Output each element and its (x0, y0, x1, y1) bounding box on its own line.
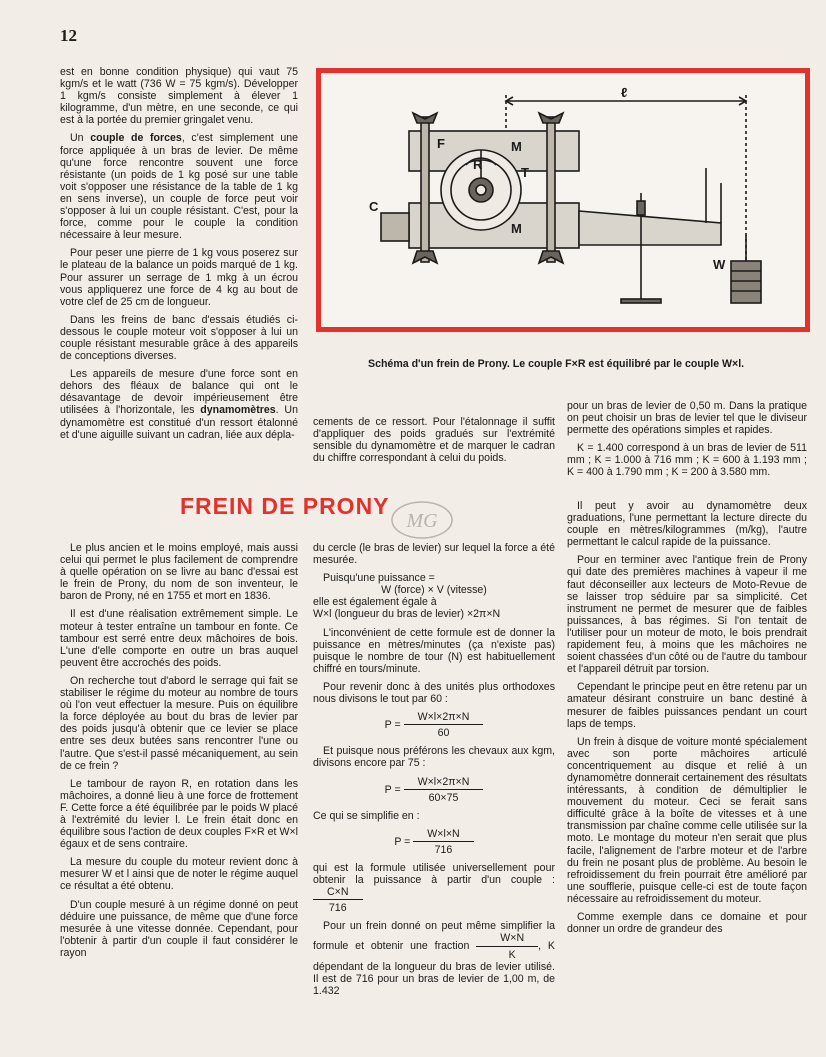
numerator: W×N (476, 932, 538, 946)
column-bottom-right (567, 500, 807, 941)
paragraph: K = 1.400 correspond à un bras de levier de 511 mm ; K = 1.000 à 716 mm ; K = 600 à 1.193 mm ; K = 400 à 1.790 mm ; K = 200 à 3.580 mm. (567, 442, 807, 479)
text-line: Puisqu'une puissance = (323, 572, 435, 585)
fraction (476, 932, 538, 960)
fraction (313, 886, 363, 914)
paragraph: du cercle (le bras de levier) sur lequel la force a été mesurée. (313, 542, 555, 567)
paragraph: pour un bras de levier de 0,50 m. Dans la pratique on peut choisir un bras de levier tel que le diviseur permette des opérations simples et rapides. (567, 400, 807, 437)
paragraph: Cependant le principe peut en être retenu par un amateur désirant construire un banc destiné à mesurer de faibles puissances pendant un court laps de temps. (567, 681, 807, 730)
paragraph: Pour en terminer avec l'antique frein de Prony qui date des premières machines à vapeur il me faut déconseiller aux lecteurs de Moto-Revue de se laisser trop séduire par sa simplicité. Cet instrument ne permet de mesurer que de faibles puissances, à bas régimes. Si l'on tentait de l'utiliser pour un moteur de moto, le bois prendrait rapidement feu, à moins que les mâchoires ne soient chassées d'un côté ou de l'autre du tambour et l'appareil détruit par torsion. (567, 554, 807, 676)
watermark-logo (390, 500, 454, 540)
label-t: T (521, 165, 529, 180)
text-run: . Un dynamomètre est constitué d'un ressort étalonné et d'une aiguille suivant un cadran, liée aux dépla- (60, 404, 298, 441)
label-c: C (369, 199, 379, 214)
fraction (404, 711, 484, 739)
formula-lhs: P = (394, 835, 411, 848)
watermark-text: MG (406, 510, 438, 532)
formula-lhs: P = (384, 719, 401, 732)
numerator: W×l×2π×N (404, 711, 484, 725)
paragraph (60, 368, 298, 441)
paragraph: Le tambour de rayon R, en rotation dans les mâchoires, a donné lieu à une force de frottement F. Cette force a été équilibrée par le poids W placé à l'extrémité du levier l. Le frein était donc en équilibre sous l'action de deux couples F×R et W×l égaux et de sens contraire. (60, 777, 298, 851)
paragraph: L'inconvénient de cette formule est de donner la puissance en mètres/minutes (ça n'existe pas) puisque le nombre de tour (N) est habituellement chiffré en tours/minute. (313, 626, 555, 675)
denominator: 716 (328, 902, 347, 915)
text-run: Un (70, 132, 91, 145)
numerator: W×l×N (413, 828, 473, 842)
paragraph (313, 862, 555, 914)
column-bottom-middle (313, 542, 555, 1003)
fraction (413, 828, 473, 856)
paragraph: cements de ce ressort. Pour l'étalonnage il suffit d'appliquer des poids gradués sur l'extrémité sensible du dynamomètre et de marquer le cadran du chiffre correspondant à celui du poids. (313, 416, 555, 465)
formula-2 (313, 776, 555, 804)
label-m-bottom: M (511, 221, 522, 236)
paragraph: Ce qui se simplifie en : (313, 809, 420, 822)
label-f: F (437, 136, 445, 151)
text-line: elle est également égale à (313, 596, 437, 609)
bold-term: dynamomètres (200, 404, 276, 417)
text-run: , c'est simplement une force appliquée à un bras de levier. De même qu'une force rencontre souvent une force résistante (un poids de 1 kg posé sur une table voit s'opposer une résistance de la table de 1 kg en sens inverse), un couple de force peut voir s'opposer à lui un couple résistant. C'est, pour la force, comme pour le couple la condition nécessaire à leur mesure. (60, 132, 298, 242)
column-top-left (60, 66, 298, 447)
figure-caption: Schéma d'un frein de Prony. Le couple F×R est équilibré par le couple W×l. (368, 358, 745, 370)
paragraph: Dans les freins de banc d'essais étudiés ci-dessous le couple moteur voit s'opposer à lui un couple résistant mesurable grâce à des appareils de conceptions diverses. (60, 313, 298, 363)
denominator: 60×75 (428, 791, 459, 804)
bold-term: couple de forces (90, 132, 182, 145)
numerator: W×l×2π×N (404, 776, 484, 790)
paragraph: est en bonne condition physique) qui vaut 75 kgm/s et le watt (736 W = 75 kgm/s). Développer 1 kgm/s consiste simplement à élever 1 kilogramme, d'un mètre, en une seconde, ce qui est à la portée du premier gringalet venu. (60, 66, 298, 127)
column-top-middle (313, 416, 555, 470)
paragraph: Il est d'une réalisation extrêmement simple. Le moteur à tester entraîne un tambour en fonte. Ce tambour est serré entre deux mâchoires de bois. L'une d'elle comporte en outre un bras auquel peuvent être accrochés des poids. (60, 608, 298, 669)
paragraph (313, 572, 555, 620)
column-top-right (567, 400, 807, 485)
paragraph: Pour revenir donc à des unités plus orthodoxes nous divisons le tout par 60 : (313, 680, 555, 706)
text-line: W×l (longueur du bras de levier) ×2π×N (313, 608, 501, 621)
fraction (404, 776, 484, 804)
denominator: 716 (434, 843, 453, 856)
column-bottom-left (60, 542, 298, 965)
text-run: qui est la formule utilisée universellement pour obtenir la puissance à partir d'un couple : (313, 861, 555, 887)
prony-brake-diagram (321, 73, 805, 327)
denominator: 60 (437, 727, 450, 740)
formula-1 (313, 711, 555, 739)
text-line: W (force) × V (vitesse) (381, 584, 487, 597)
label-w: W (713, 257, 726, 272)
denominator: K (508, 948, 516, 961)
paragraph: Comme exemple dans ce domaine et pour donner un ordre de grandeur des (567, 911, 807, 936)
paragraph (60, 132, 298, 241)
page-number: 12 (60, 26, 77, 45)
label-l: ℓ (621, 85, 628, 100)
text-run: Les appareils de mesure d'une force sont en dehors des fléaux de balance qui ont le désavantage de devoir impérieusement être utilisées à l'horizontale, les (60, 368, 298, 417)
figure-prony-brake (316, 68, 810, 332)
text-run: Pour un frein donné on peut même simplifier la formule et obtenir une fraction (313, 920, 555, 953)
paragraph: Et puisque nous préférons les chevaux aux kgm, divisons encore par 75 : (313, 745, 555, 770)
numerator: C×N (313, 886, 363, 900)
section-heading: FREIN DE PRONY (180, 493, 390, 519)
paragraph: D'un couple mesuré à un régime donné on peut déduire une puissance, de même que d'une force mesurée à une vitesse donnée. Cependant, pour l'obtenir à partir d'un couple il faut considérer le rayon (60, 898, 298, 959)
text-run: , K dépendant de la longueur du bras de levier utilisé. Il est de 716 pour un bras de levier de 1,00 m, de 1.432 (313, 940, 555, 997)
label-m-top: M (511, 139, 522, 154)
formula-lhs: P = (384, 783, 401, 796)
label-r: R (473, 157, 483, 172)
paragraph (313, 920, 555, 997)
paragraph: Un frein à disque de voiture monté spécialement avec son porte mâchoires articulé concentriquement au disque et relié à un dynamomètre donnerait certainement des résultats intéressants, à condition de démultiplier le mouvement du moteur. Ceci se ferait sans difficulté grâce à la boîte de vitesses et à une transmission par chaîne comme celle utilisée sur la moto. Le montage du moteur n'en serait que plus facile, l'alignement de l'arbre moteur et de l'arbre du frein ne posant plus de problème. Au besoin le refroidissement du frein pourrait être amélioré par une soufflerie, puisque celle-ci est de toute façon nécessaire au refroidissement du moteur. (567, 735, 807, 905)
paragraph: Le plus ancien et le moins employé, mais aussi celui qui permet le plus facilement de comprendre à quelle opération on se livre au banc d'essai est le frein de Prony, du nom de son inventeur, le baron de Prony, né en 1755 et mort en 1836. (60, 542, 298, 603)
paragraph: La mesure du couple du moteur revient donc à mesurer W et l ainsi que de noter le régime auquel ce résultat a été obtenu. (60, 856, 298, 893)
paragraph: Il peut y avoir au dynamomètre deux graduations, l'une permettant la lecture directe du couple en mètres/kilogrammes (m/kg), l'autre permettant le calcul rapide de la puissance. (567, 500, 807, 549)
paragraph: On recherche tout d'abord le serrage qui fait se stabiliser le régime du moteur au nombre de tours où l'on veut effectuer la mesure. Puis on équilibre la force déployée au bout du bras de levier par des poids jusqu'à obtenir que ce levier se place entre ses deux butées sans rencontrer l'une ou l'autre. Que s'est-il passé mécaniquement, au sein de ce frein ? (60, 674, 298, 772)
formula-3 (313, 828, 555, 856)
paragraph: Pour peser une pierre de 1 kg vous poserez sur le plateau de la balance un poids marqué de 1 kg. Pour assurer un serrage de 1 mkg à un écrou vous appliquerez une force de 4 kg au bout de votre clef de 25 cm de longueur. (60, 247, 298, 308)
